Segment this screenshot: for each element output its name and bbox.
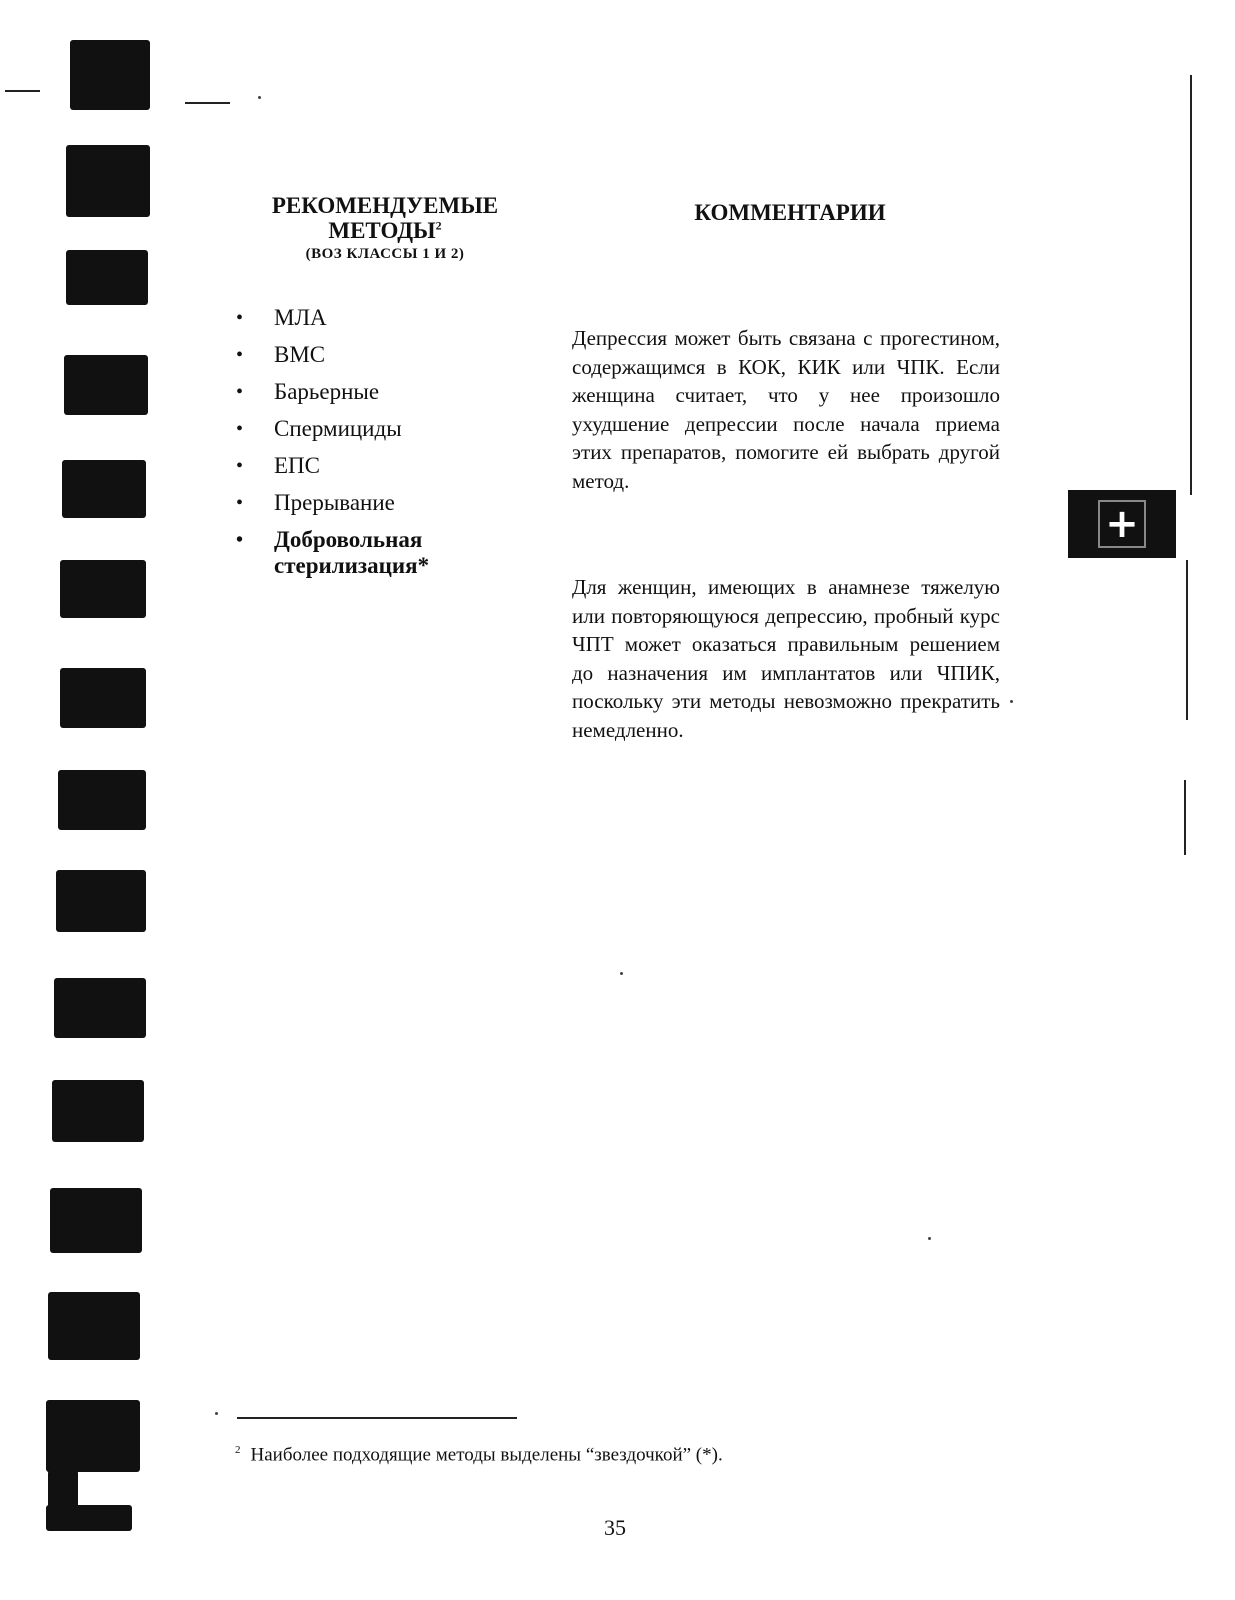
bullet-icon: • (236, 381, 244, 403)
method-label: ЕПС (274, 453, 320, 478)
footnote-text: Наиболее подходящие методы выделены “звездочкой” (*). (250, 1444, 723, 1466)
page-edge-rule (1190, 75, 1192, 495)
bullet-icon: • (236, 418, 244, 440)
scan-speck (215, 1412, 218, 1415)
method-label: МЛА (274, 305, 327, 330)
bullet-icon: • (236, 344, 244, 366)
footnote-divider (237, 1417, 517, 1419)
method-item (230, 527, 454, 579)
scan-speck (258, 96, 261, 99)
page-edge-rule (1184, 780, 1186, 855)
comment-paragraph: Для женщин, имеющих в анамнезе тяжелую или повторяющуюся депрессию, пробный курс ЧПТ может оказаться правильным решением до назначения им имплантатов или ЧПИК, поскольку эти методы невозможно прекратить немедленно. (572, 575, 1000, 742)
methods-list (230, 305, 530, 590)
comments-heading: КОММЕНТАРИИ (694, 200, 886, 225)
who-classes-subheading: (ВОЗ КЛАССЫ 1 И 2) (305, 246, 465, 262)
footnote (235, 1444, 723, 1466)
method-label: ВМС (274, 342, 326, 367)
method-item (230, 379, 530, 405)
page-number: 35 (604, 1515, 626, 1540)
page-edge-rule (1186, 560, 1188, 720)
scan-speck (928, 1237, 931, 1240)
heading-footnote-ref: 2 (435, 218, 442, 233)
method-item (230, 453, 530, 479)
recommended-methods-heading (235, 193, 535, 265)
spiral-binding (40, 0, 150, 1600)
method-label: Спермициды (274, 416, 402, 441)
heading-line-2: МЕТОДЫ (328, 218, 436, 243)
bullet-icon: • (236, 307, 244, 329)
method-item (230, 490, 530, 516)
scan-speck (620, 972, 623, 975)
margin-mark (5, 90, 40, 92)
method-label: Добровольная стерилизация* (274, 527, 430, 578)
method-label: Прерывание (274, 490, 395, 515)
plus-icon: + (1098, 500, 1146, 548)
bullet-icon: • (236, 492, 244, 514)
bullet-icon: • (236, 529, 244, 551)
section-tab (1068, 490, 1176, 558)
heading-line-1: РЕКОМЕНДУЕМЫЕ (271, 193, 499, 218)
method-item (230, 305, 530, 331)
method-label: Барьерные (274, 379, 380, 404)
comment-paragraph: Депрессия может быть связана с прогестином, содержащимся в КОК, КИК или ЧПК. Если женщина считает, что у нее произошло ухудшение депрессии после начала приема этих препаратов, помогите ей выбрать другой метод. (572, 326, 1000, 493)
method-item (230, 342, 530, 368)
margin-mark (185, 102, 230, 104)
method-item (230, 416, 530, 442)
footnote-marker: 2 (235, 1444, 241, 1456)
scan-speck (1010, 700, 1013, 703)
bullet-icon: • (236, 455, 244, 477)
